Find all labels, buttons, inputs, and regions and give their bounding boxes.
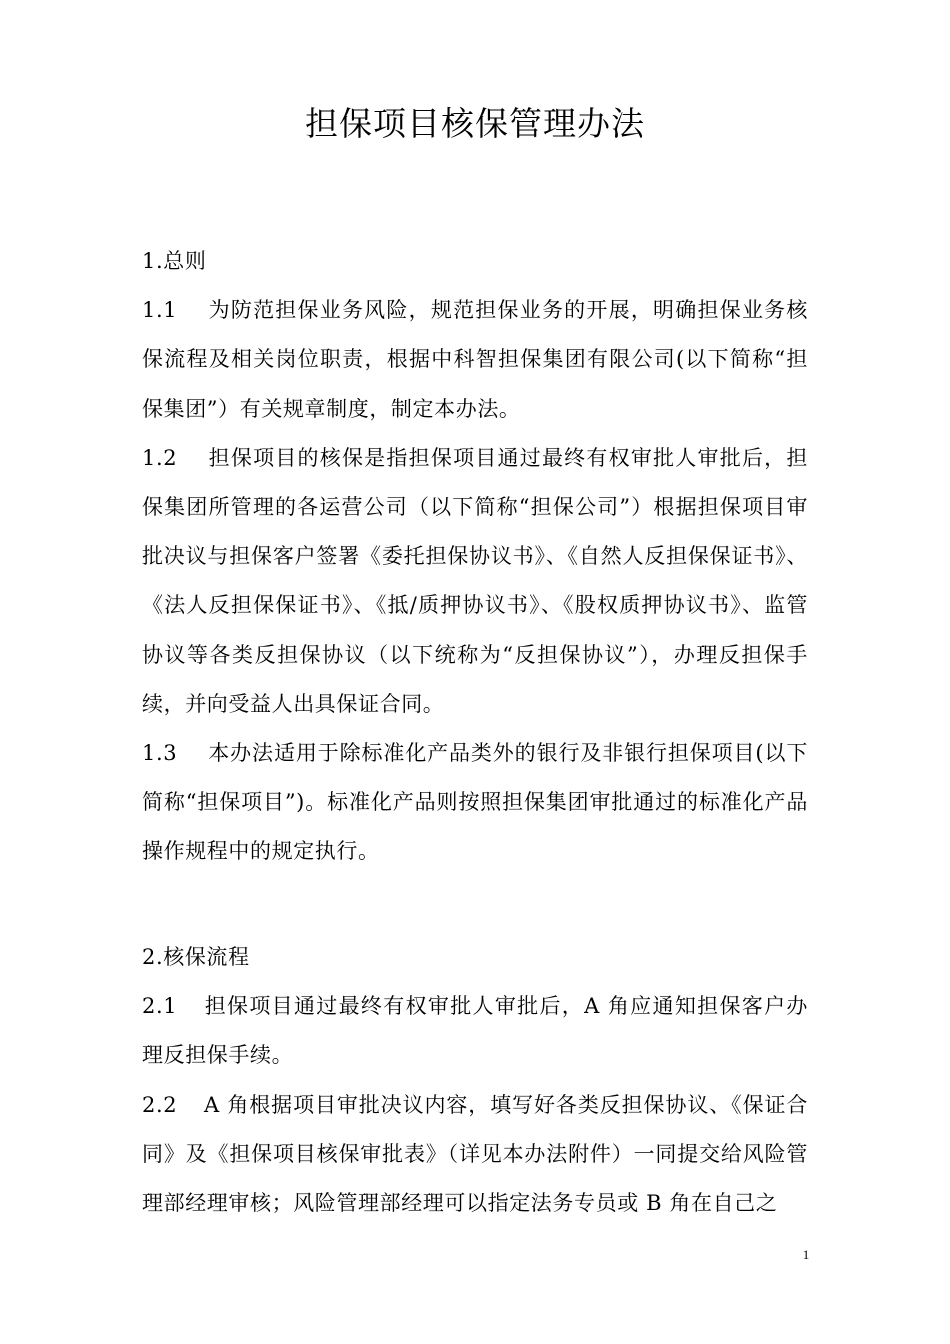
paragraph xyxy=(142,982,808,1080)
clause-number: 1.3 xyxy=(142,741,178,766)
paragraph xyxy=(142,434,808,729)
paragraph xyxy=(142,729,808,877)
section-heading: 1.总则 xyxy=(142,249,207,273)
section-general xyxy=(142,237,808,877)
document-title: 担保项目核保管理办法 xyxy=(305,104,645,143)
paragraph-text: 担保项目通过最终有权审批人审批后，A 角应通知担保客户办理反担保手续。 xyxy=(142,994,808,1068)
paragraph-text: 担保项目的核保是指担保项目通过最终有权审批人审批后，担保集团所管理的各运营公司（以下简称“担保公司”）根据担保项目审批决议与担保客户签署《委托担保协议书》、《自然人反担保保证书》、《法人反担保保证书》、《抵/质押协议书》、《股权质押协议书》、监管协议等各类反担保协议（以下统称为“反担保协议”），办理反担保手续，并向受益人出具保证合同。 xyxy=(142,445,808,716)
paragraph xyxy=(142,1081,808,1229)
paragraph-text: 为防范担保业务风险，规范担保业务的开展，明确担保业务核保流程及相关岗位职责，根据中科智担保集团有限公司(以下简称“担保集团”）有关规章制度，制定本办法。 xyxy=(142,298,808,421)
paragraph-text: 本办法适用于除标准化产品类外的银行及非银行担保项目(以下简称“担保项目”)。标准化产品则按照担保集团审批通过的标准化产品操作规程中的规定执行。 xyxy=(142,741,808,864)
clause-number: 2.1 xyxy=(142,994,178,1019)
clause-number: 1.2 xyxy=(142,445,178,470)
page-number: 1 xyxy=(802,1247,810,1262)
section-heading: 2.核保流程 xyxy=(142,945,250,969)
clause-number: 1.1 xyxy=(142,298,178,323)
paragraph xyxy=(142,286,808,434)
clause-number: 2.2 xyxy=(142,1092,178,1117)
section-underwriting-process xyxy=(142,933,808,1228)
paragraph-text: A 角根据项目审批决议内容，填写好各类反担保协议、《保证合同》及《担保项目核保审批表》（详见本办法附件）一同提交给风险管理部经理审核；风险管理部经理可以指定法务专员或 B 角在自己之 xyxy=(142,1092,808,1216)
